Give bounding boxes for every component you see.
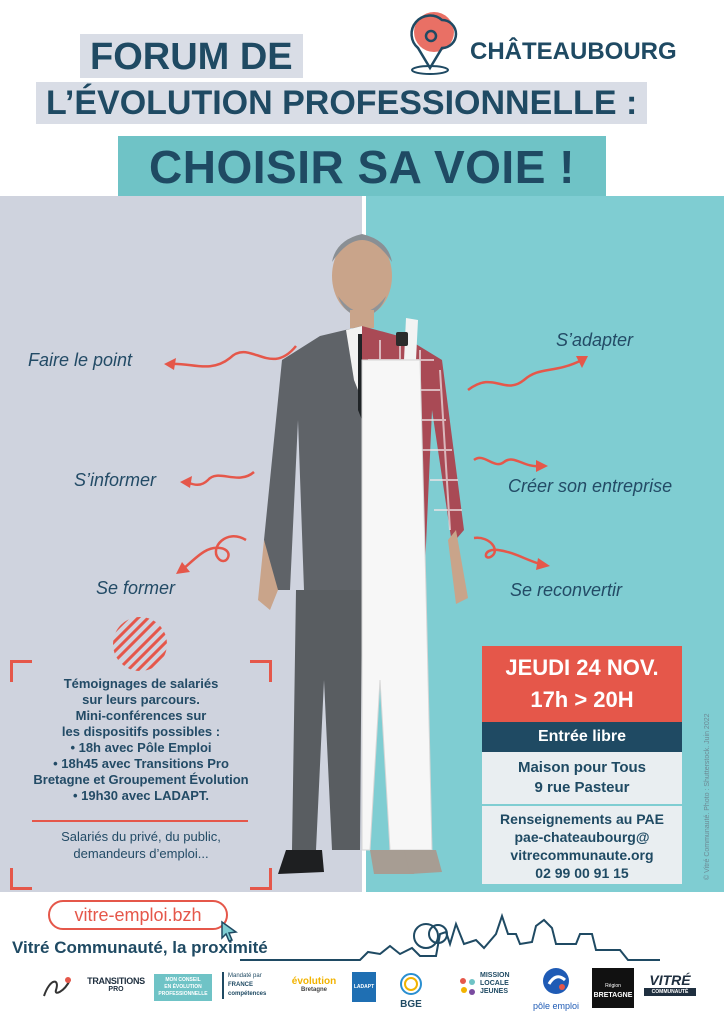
info-text: Témoignages de salariés sur leurs parcours. Mini-conférences sur les dispositifs possibles : • 18h avec Pôle Emploi • 18h45 avec Transitions Pro Bretagne et Groupement Évolution • 19h30 avec LADAPT. — [33, 676, 249, 803]
vitre-communaute-logo: VITRÉ COMMUNAUTÉ — [644, 972, 696, 996]
event-place: Maison pour Tous 9 rue Pasteur — [482, 752, 682, 804]
ladapt-logo: LADAPT — [352, 972, 376, 1002]
pole-emploi-logo: pôle emploi — [528, 966, 584, 1011]
title-line-2: L’ÉVOLUTION PROFESSIONNELLE : — [36, 82, 647, 124]
label-s-adapter: S’adapter — [556, 330, 634, 350]
arrow-right-3-icon — [470, 532, 554, 572]
event-date: JEUDI 24 NOV. — [505, 655, 659, 680]
label-faire-le-point: Faire le point — [28, 350, 133, 370]
bge-circle-icon — [399, 972, 423, 996]
partner-logos: TRANSITIONS PRO MON CONSEIL EN ÉVOLUTION PROFESSIONNELLE Mandaté par FRANCE compétences évolution Bretagne LADAPT $^{BGE}$ MISSION LOCALE JEUNES pôle emploi Région BRETAGNE VITRÉ COMMUNAUTÉ — [40, 966, 700, 1016]
info-audience: Salariés du privé, du public, demandeurs d’emploi... — [61, 829, 221, 861]
event-time: 17h > 20H — [530, 687, 634, 712]
contact-phone[interactable]: 02 99 00 91 15 — [535, 865, 629, 881]
title-line-1: FORUM DE — [80, 34, 303, 78]
arrow-right-1-icon — [464, 350, 594, 400]
label-creer-entreprise: Créer son entreprise — [508, 476, 673, 496]
label-s-informer: S’informer — [74, 470, 157, 490]
title-main: CHOISIR SA VOIE ! — [118, 136, 606, 198]
arrow-left-2-icon — [178, 466, 258, 492]
arrow-left-3-icon — [170, 528, 250, 578]
website-link[interactable]: vitre-emploi.bzh — [48, 900, 228, 930]
tagline: Vitré Communauté, la proximité — [12, 938, 268, 957]
arrow-right-2-icon — [470, 450, 550, 480]
location-pin-icon — [404, 10, 466, 76]
entry-badge: Entrée libre — [482, 722, 682, 752]
transitions-pro-logo: TRANSITIONS PRO — [87, 976, 145, 993]
event-contact: Renseignements au PAE pae-chateaubourg@ vitrecommunaute.org 02 99 00 91 15 — [482, 806, 682, 884]
label-se-reconvertir: Se reconvertir — [510, 580, 623, 600]
info-box — [10, 660, 272, 890]
town-skyline-icon — [240, 904, 660, 964]
pole-emploi-icon — [541, 966, 571, 996]
mon-conseil-logo: MON CONSEIL EN ÉVOLUTION PROFESSIONNELLE — [154, 974, 212, 1001]
city-name: CHÂTEAUBOURG — [470, 38, 677, 65]
evolution-bretagne-logo: évolution Bretagne — [291, 976, 337, 993]
arrow-left-1-icon — [160, 338, 300, 378]
photo-credit: © Vitré Communauté. Photo : Shutterstock. Juin 2022 — [704, 713, 711, 880]
mission-dots-icon — [458, 976, 478, 1002]
cap-logo-icon — [40, 974, 74, 1002]
france-competences-logo: Mandaté par FRANCE compétences — [222, 972, 274, 999]
contact-email[interactable]: pae-chateaubourg@ — [514, 829, 650, 845]
info-divider — [32, 820, 248, 822]
region-bretagne-logo: Région BRETAGNE — [592, 968, 634, 1008]
bge-logo: BGE — [386, 972, 436, 1019]
event-date-box — [482, 646, 682, 722]
label-se-former: Se former — [96, 578, 176, 598]
